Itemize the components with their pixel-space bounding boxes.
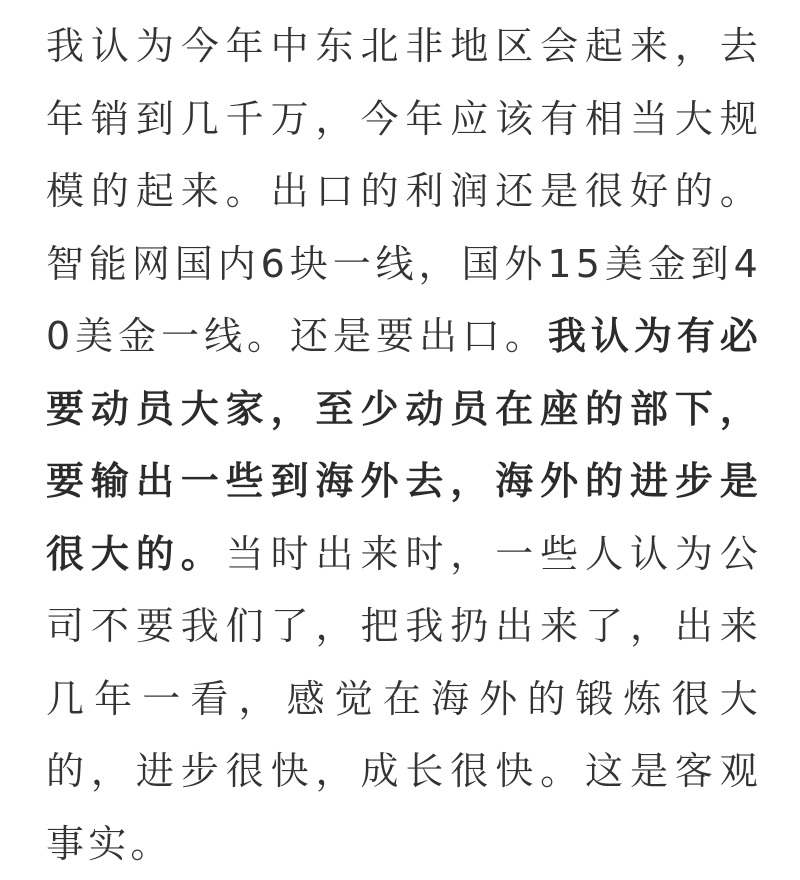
- article-paragraph: [46, 10, 762, 880]
- paragraph-text-intro: 我认为今年中东北非地区会起来，去年销到几千万，今年应该有相当大规模的起来。出口的利润还是很好的。智能网国内6块一线，国外15美金到40美金一线。还是要出口。: [46, 24, 762, 358]
- paragraph-text-emphasis: 我认为有必要动员大家，至少动员在座的部下，要输出一些到海外去，海外的进步是很大的。: [46, 314, 762, 576]
- paragraph-text-conclusion: 当时出来时，一些人认为公司不要我们了，把我扔出来了，出来几年一看，感觉在海外的锻炼很大的，进步很快，成长很快。这是客观事实。: [46, 531, 762, 866]
